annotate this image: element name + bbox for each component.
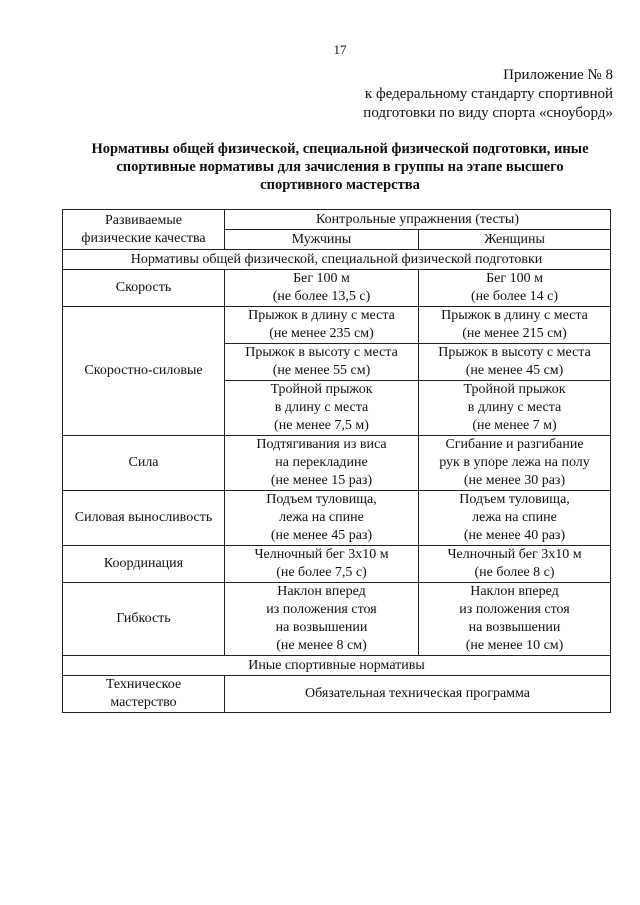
cell-line: Прыжок в высоту с места: [245, 345, 398, 360]
cell-line: (не менее 235 см): [269, 326, 374, 341]
technical-program-cell: Обязательная техническая программа: [225, 676, 611, 713]
cell-line: Подтягивания из виса: [256, 437, 387, 452]
cell-line: Подъем туловища,: [266, 492, 377, 507]
table-row-long-jump: [63, 307, 611, 344]
header-tests: Контрольные упражнения (тесты): [225, 210, 611, 230]
cell-line: (не более 14 с): [470, 289, 559, 304]
cell-line: Сгибание и разгибание: [445, 437, 584, 452]
cell-line: (не менее 55 см): [272, 363, 371, 378]
women-cell: [419, 583, 611, 656]
men-cell: [225, 491, 419, 546]
table-row-endurance: [63, 491, 611, 546]
table-header-row: [63, 210, 611, 230]
title-line: спортивные нормативы для зачисления в группы на этапе высшего: [116, 159, 564, 175]
women-cell: [419, 307, 611, 344]
cell-line: лежа на спине: [472, 510, 557, 525]
header-women: Женщины: [419, 230, 611, 250]
cell-line: рук в упоре лежа на полу: [439, 455, 590, 470]
men-cell: [225, 436, 419, 491]
cell-line: из положения стоя: [459, 602, 570, 617]
cell-line: (не более 8 с): [474, 565, 555, 580]
men-cell: [225, 546, 419, 583]
men-cell: [225, 381, 419, 436]
women-cell: [419, 546, 611, 583]
appendix-line: к федеральному стандарту спортивной: [364, 86, 613, 102]
cell-line: (не менее 8 см): [276, 638, 367, 653]
cell-line: Прыжок в длину с места: [441, 308, 588, 323]
women-cell: [419, 436, 611, 491]
cell-line: (не менее 45 раз): [270, 528, 373, 543]
table-row-strength: [63, 436, 611, 491]
appendix-line: подготовки по виду спорта «сноуборд»: [363, 105, 613, 121]
quality-label: Скоростно-силовые: [63, 307, 225, 436]
header-men: Мужчины: [225, 230, 419, 250]
header-text: физические качества: [81, 230, 206, 246]
cell-line: на перекладине: [275, 455, 368, 470]
women-cell: [419, 381, 611, 436]
men-cell: [225, 307, 419, 344]
table-row-coordination: [63, 546, 611, 583]
quality-label: Сила: [63, 436, 225, 491]
cell-line: Прыжок в длину с места: [248, 308, 395, 323]
men-cell: [225, 270, 419, 307]
quality-label: Силовая выносливость: [63, 491, 225, 546]
cell-line: Челночный бег 3х10 м: [254, 547, 389, 562]
cell-line: Тройной прыжок: [270, 382, 373, 397]
cell-line: (не менее 30 раз): [463, 473, 566, 488]
cell-line: Техническое: [105, 677, 182, 692]
cell-line: (не более 13,5 с): [272, 289, 371, 304]
section-row: [63, 656, 611, 676]
cell-line: (не менее 7,5 м): [274, 418, 369, 433]
page-number: 17: [333, 42, 347, 57]
cell-line: из положения стоя: [266, 602, 377, 617]
section-row: [63, 250, 611, 270]
cell-line: Тройной прыжок: [463, 382, 566, 397]
men-cell: [225, 344, 419, 381]
cell-line: (не менее 15 раз): [270, 473, 373, 488]
women-cell: [419, 491, 611, 546]
men-cell: [225, 583, 419, 656]
women-cell: [419, 344, 611, 381]
quality-label: Координация: [63, 546, 225, 583]
quality-label: Скорость: [63, 270, 225, 307]
appendix-line: Приложение № 8: [503, 67, 613, 83]
cell-line: Бег 100 м: [293, 271, 350, 286]
cell-line: Бег 100 м: [486, 271, 543, 286]
cell-line: на возвышении: [275, 620, 368, 635]
appendix-header: [363, 66, 613, 123]
table-row-technical: [63, 676, 611, 713]
title-line: Нормативы общей физической, специальной физической подготовки, иные: [91, 141, 589, 157]
cell-line: на возвышении: [468, 620, 561, 635]
cell-line: мастерство: [110, 695, 177, 710]
title-line: спортивного мастерства: [260, 177, 420, 193]
standards-table: [62, 209, 611, 713]
cell-line: (не менее 7 м): [472, 418, 557, 433]
cell-line: в длину с места: [467, 400, 562, 415]
cell-line: (не более 7,5 с): [276, 565, 367, 580]
cell-line: (не менее 40 раз): [463, 528, 566, 543]
header-qualities: [63, 210, 225, 250]
cell-line: лежа на спине: [279, 510, 364, 525]
women-cell: [419, 270, 611, 307]
cell-line: (не менее 215 см): [462, 326, 567, 341]
cell-line: (не менее 10 см): [465, 638, 564, 653]
section-title: Нормативы общей физической, специальной физической подготовки: [63, 250, 611, 270]
document-title: [60, 140, 620, 194]
header-text: Развиваемые: [105, 212, 182, 228]
cell-line: Наклон вперед: [470, 584, 559, 599]
cell-line: Подъем туловища,: [459, 492, 570, 507]
table-row-speed: [63, 270, 611, 307]
cell-line: Прыжок в высоту с места: [438, 345, 591, 360]
section-title: Иные спортивные нормативы: [63, 656, 611, 676]
quality-label: Гибкость: [63, 583, 225, 656]
table-row-flexibility: [63, 583, 611, 656]
cell-line: Челночный бег 3х10 м: [447, 547, 582, 562]
cell-line: (не менее 45 см): [465, 363, 564, 378]
cell-line: Наклон вперед: [277, 584, 366, 599]
quality-label: [63, 676, 225, 713]
cell-line: в длину с места: [274, 400, 369, 415]
